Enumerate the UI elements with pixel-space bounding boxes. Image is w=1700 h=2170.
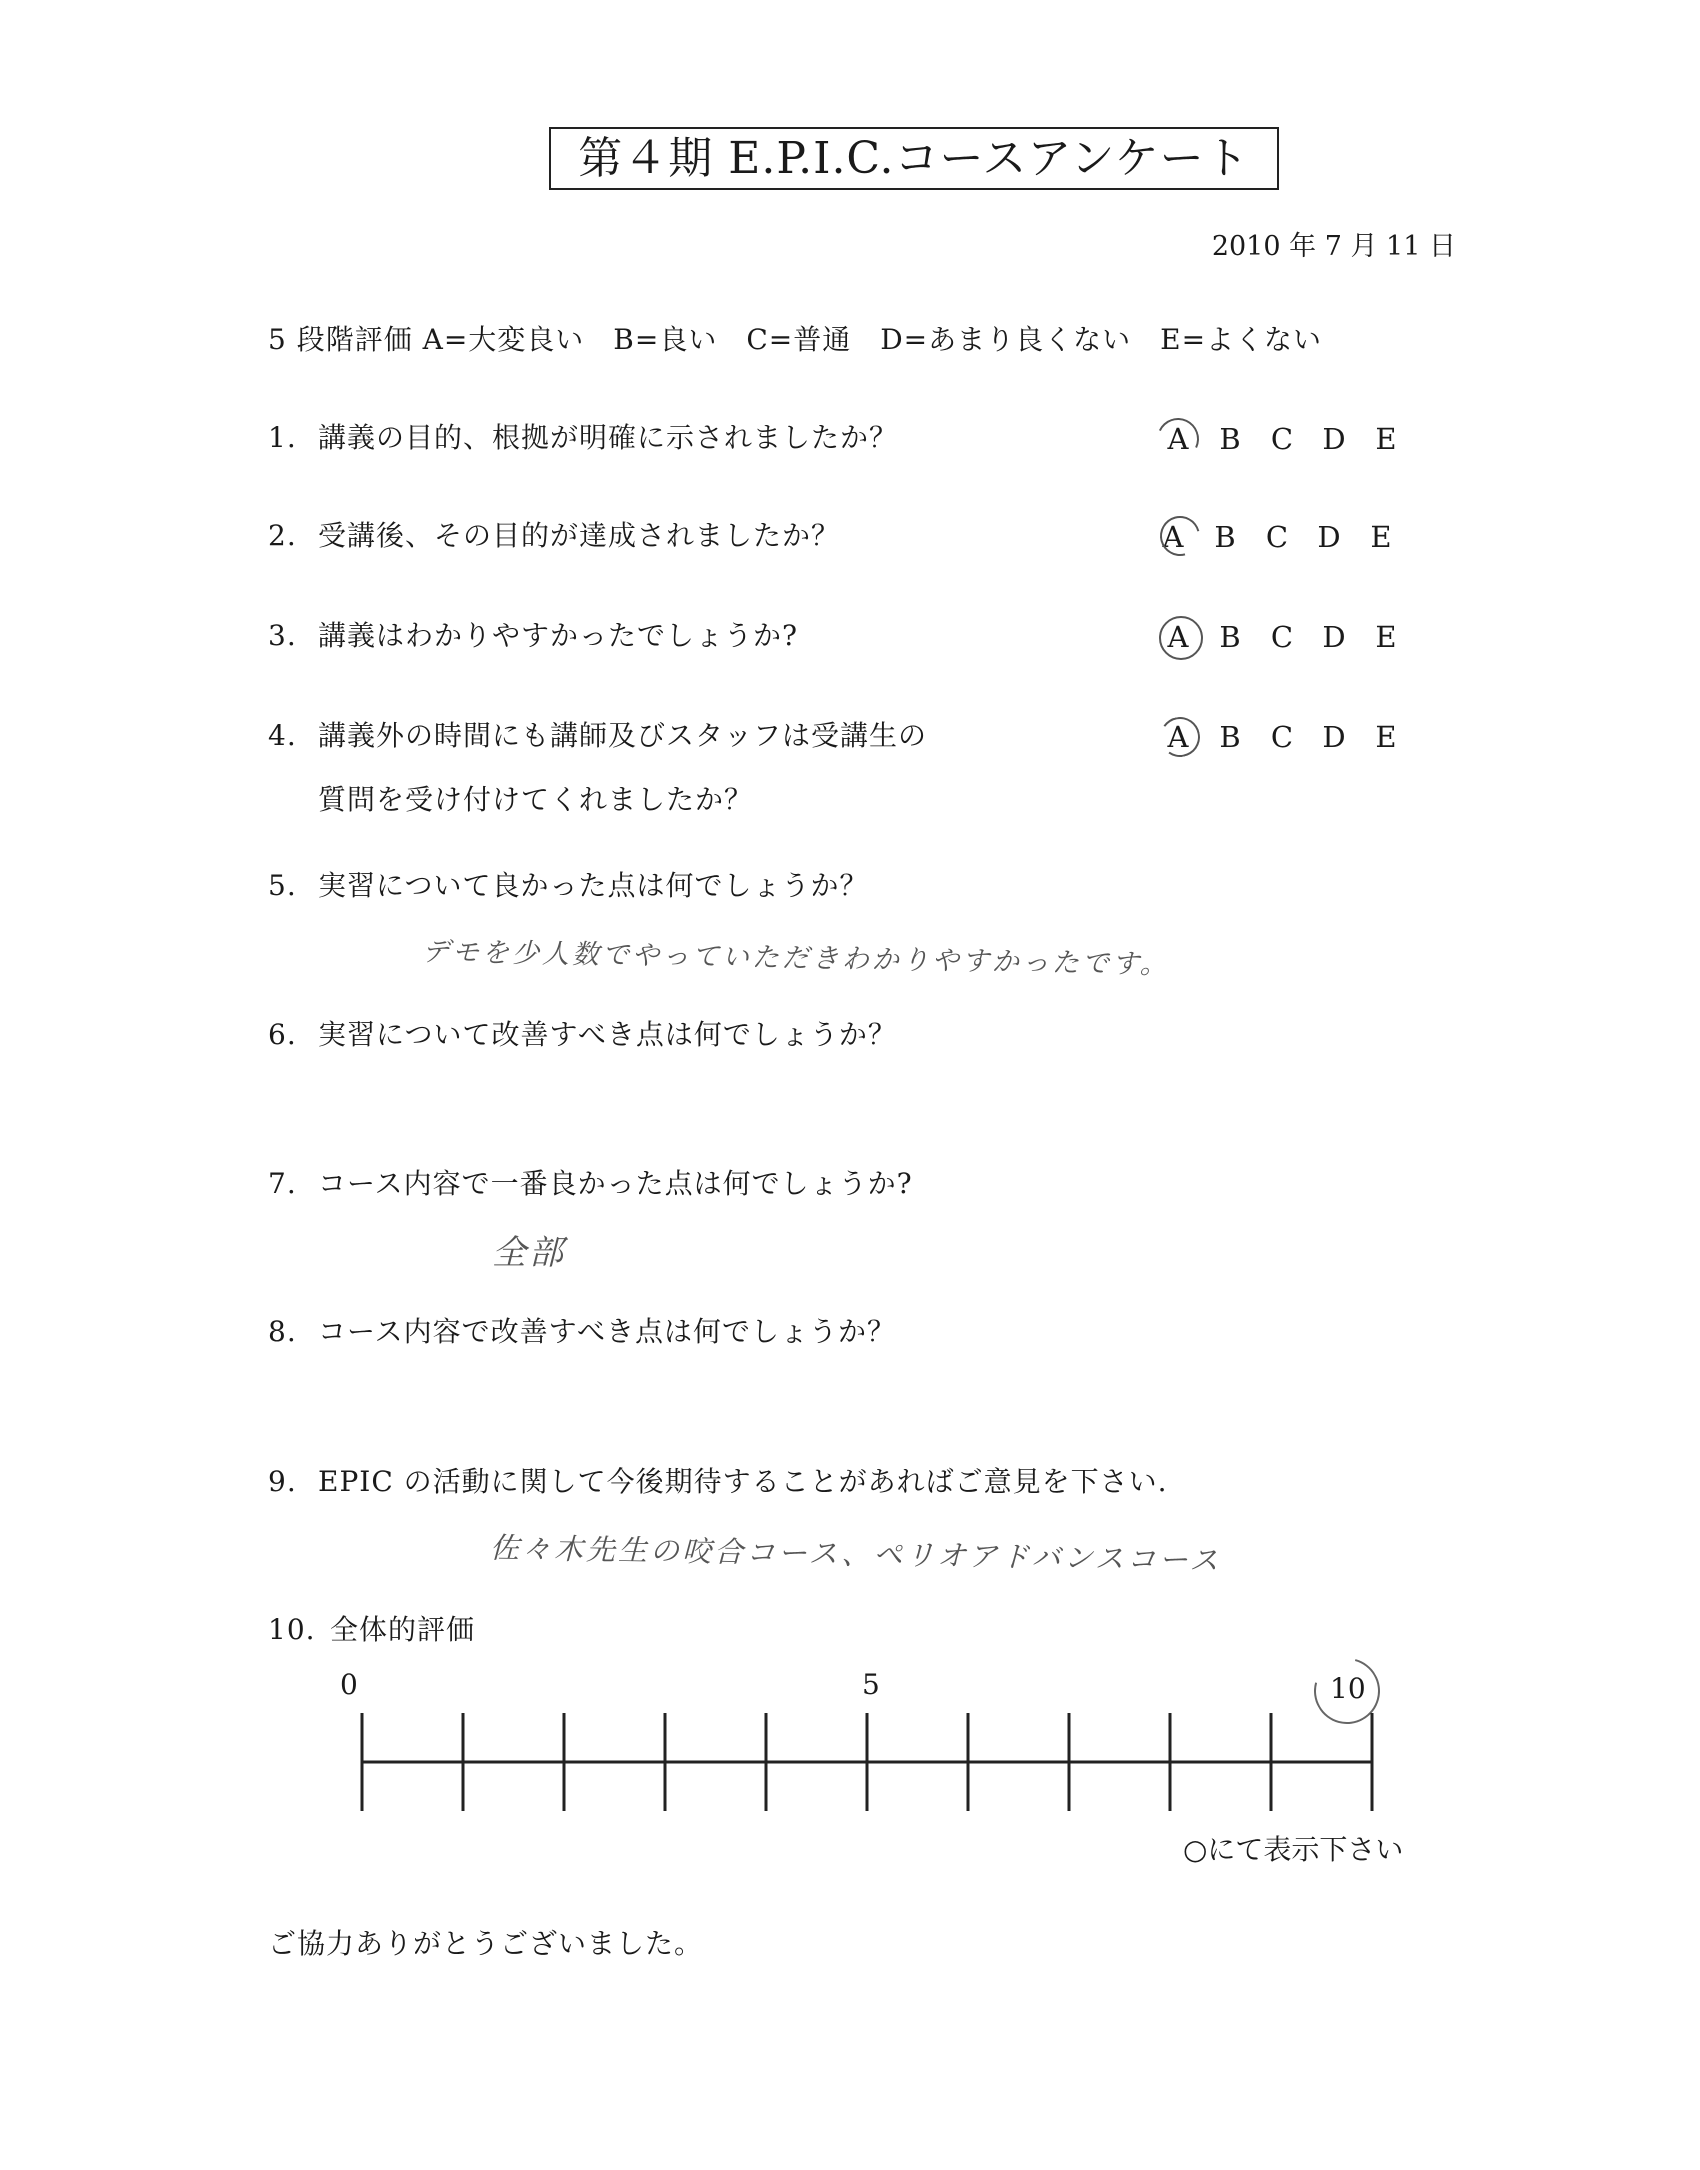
question-2 (268, 514, 840, 554)
choice-a[interactable]: A (1167, 422, 1189, 456)
choice-c[interactable]: C (1270, 620, 1294, 654)
question-text-continued: 質問を受け付けてくれましたか？ (318, 783, 754, 816)
choice-a[interactable]: A (1167, 720, 1189, 754)
selected-answer-circle (1151, 412, 1205, 466)
question-text: コース内容で改善すべき点は何でしょうか？ (318, 1315, 897, 1348)
question-text: 受講後、その目的が達成されましたか？ (318, 519, 841, 552)
choice-c[interactable]: C (1270, 720, 1294, 754)
question-number: 10. (268, 1613, 316, 1646)
question-text: 講義はわかりやすかったでしょうか? (318, 619, 799, 652)
question-text: 全体的評価 (330, 1613, 476, 1646)
question-6 (268, 1013, 897, 1053)
scale-max-label: 10 (1330, 1672, 1366, 1705)
closing-thanks: ご協力ありがとうございました。 (268, 1927, 704, 1960)
question-text: 実習について改善すべき点は何でしょうか？ (318, 1018, 897, 1051)
question-8 (268, 1310, 896, 1350)
choice-b[interactable]: B (1214, 520, 1236, 554)
choice-e[interactable]: E (1375, 720, 1397, 754)
choice-d[interactable]: D (1322, 720, 1346, 754)
question-4 (268, 714, 927, 818)
question-text: EPIC の活動に関して今後期待することがあればご意見を下さい. (318, 1465, 1168, 1498)
question-text: コース内容で一番良かった点は何でしょうか? (318, 1167, 913, 1200)
question-number: 6. (268, 1018, 297, 1051)
question-1 (268, 416, 898, 456)
question-number: 7. (268, 1167, 297, 1200)
question-text: 講義外の時間にも講師及びスタッフは受講生の (318, 719, 928, 752)
question-5 (268, 864, 868, 904)
question-text: 実習について良かった点は何でしょうか？ (318, 869, 869, 902)
question-9 (268, 1460, 1168, 1500)
choice-c[interactable]: C (1265, 520, 1289, 554)
choice-d[interactable]: D (1322, 422, 1346, 456)
selected-answer-circle (1159, 616, 1203, 660)
question-number: 8. (268, 1315, 297, 1348)
choice-d[interactable]: D (1322, 620, 1346, 654)
choice-a[interactable]: A (1167, 620, 1189, 654)
question-7 (268, 1162, 913, 1202)
survey-date: 2010 年 7 月 11 日 (1211, 231, 1456, 262)
scale-instruction: ○にて表示下さい (1183, 1833, 1404, 1866)
choice-e[interactable]: E (1370, 520, 1392, 554)
question-number: 5. (268, 869, 297, 902)
question-text: 講義の目的、根拠が明確に示されましたか？ (318, 421, 899, 454)
choice-e[interactable]: E (1375, 620, 1397, 654)
selected-answer-circle (1153, 509, 1208, 564)
scale-min-label: 0 (340, 1668, 358, 1701)
question-number: 2. (268, 519, 297, 552)
page-title: 第４期 E.P.I.C.コースアンケート (549, 127, 1279, 190)
question-number: 1. (268, 421, 297, 454)
choice-b[interactable]: B (1219, 422, 1241, 456)
question-number: 4. (268, 719, 297, 752)
question-10 (268, 1608, 475, 1648)
choice-c[interactable]: C (1270, 422, 1294, 456)
choice-b[interactable]: B (1219, 720, 1241, 754)
handwritten-response: デモを少人数でやっていただきわかりやすかったです。 (421, 936, 1171, 981)
question-number: 9. (268, 1465, 297, 1498)
question-number: 3. (268, 619, 297, 652)
handwritten-response: 佐々木先生の咬合コース、ペリオアドバンスコース (489, 1530, 1222, 1578)
rating-legend: 5 段階評価 A=大変良い B=良い C=普通 D=あまり良くない E=よくない (268, 323, 1323, 356)
choice-b[interactable]: B (1219, 620, 1241, 654)
choice-e[interactable]: E (1375, 422, 1397, 456)
handwritten-response: 全部 (492, 1233, 566, 1273)
choice-d[interactable]: D (1317, 520, 1341, 554)
question-3 (268, 614, 798, 654)
choice-a[interactable]: A (1162, 520, 1184, 554)
scale-mid-label: 5 (862, 1668, 880, 1701)
rating-scale (350, 1705, 1380, 1815)
